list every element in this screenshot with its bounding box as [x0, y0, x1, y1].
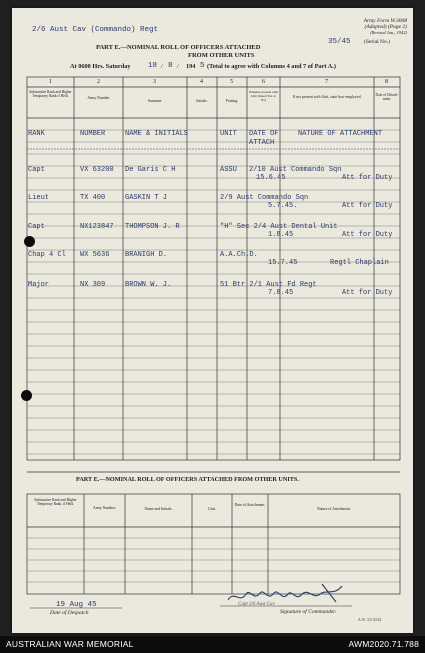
date-day: 18	[148, 62, 158, 70]
col-number-7: 7	[325, 79, 328, 85]
row3-rank: Capt	[28, 223, 45, 231]
typed-heading-name: NAME & INITIALS	[125, 130, 189, 138]
row2-number: TX 400	[80, 194, 106, 202]
row4-nature: Regtl Chaplain	[330, 259, 389, 267]
col-header-posting: Posting.	[225, 99, 239, 103]
row2-rank: Lieut	[28, 194, 50, 202]
row5-unit: 51 Btr 2/1 Aust Fd Regt	[220, 281, 317, 289]
row4-number: WX 5636	[80, 251, 110, 259]
unit-name: 2/6 Aust Cav (Commando) Regt	[32, 26, 159, 34]
archive-strip	[0, 636, 425, 653]
col-number-6: 6	[262, 79, 265, 85]
serial-label: (Serial No.)	[364, 39, 390, 45]
despatch-date: 19 Aug 45	[56, 601, 97, 609]
row2-name: GASKIN T J	[125, 194, 168, 202]
punch-hole-bottom	[21, 390, 32, 401]
row1-number: VX 63200	[80, 166, 114, 174]
col-number-1: 1	[49, 79, 52, 85]
typed-heading-nature: NATURE OF ATTACHMENT	[298, 130, 383, 138]
date-prefix: At 0600 Hrs. Saturday	[70, 63, 131, 70]
col-header-surname: Surname.	[147, 99, 163, 103]
row1-date: 2/10 Aust Commando Sqn	[249, 166, 342, 174]
row5-nature: Att for Duty	[342, 289, 393, 297]
date-year: 194	[186, 63, 196, 70]
col-number-5: 5	[230, 79, 233, 85]
col-header-present: Whether present with Unit (Insert Yes or No)	[248, 90, 279, 103]
row3-nature: Att for Duty	[342, 231, 393, 239]
part2-header-nature: Nature of Attachment.	[317, 507, 351, 511]
date-suffix: (Total to agree with Columns 4 and 7 of Part A.)	[207, 63, 336, 70]
signature-label: Signature of Commander.	[280, 609, 337, 615]
col-number-8: 8	[385, 79, 388, 85]
row5-name: BROWN W. J.	[125, 281, 172, 289]
row3-number: NX123847	[80, 223, 114, 231]
row1-nature: Att for Duty	[342, 174, 393, 182]
archive-name: AUSTRALIAN WAR MEMORIAL	[6, 639, 134, 649]
col-header-initials: Initials.	[196, 99, 208, 103]
row4-date2: 15.7.45	[268, 259, 298, 267]
col-number-2: 2	[97, 79, 100, 85]
despatch-label: Date of Despatch	[50, 610, 89, 616]
typed-heading-unit: UNIT	[220, 130, 237, 138]
row2-date2: 5.7.45.	[268, 202, 298, 210]
form-page	[12, 8, 413, 633]
part2-title: PART E.—NOMINAL ROLL OF OFFICERS ATTACHED FROM OTHER UNITS.	[76, 476, 299, 483]
date-year-digit: 5	[200, 62, 205, 70]
part2-header-rank: Substantive Rank and Higher Temporary Rank, if Held.	[34, 498, 77, 507]
punch-hole-top	[24, 236, 35, 247]
part2-header-number: Army Number.	[93, 506, 116, 510]
row3-date2: 1.8.45	[268, 231, 294, 239]
col-header-employed: If not present with Unit, state how employed.	[292, 95, 362, 99]
row1-name: De Garis C H	[125, 166, 176, 174]
row5-number: NX 309	[80, 281, 106, 289]
col-header-detachment: Date of Detach-ment.	[375, 93, 399, 102]
row4-name: BRANIGH D.	[125, 251, 168, 259]
date-sep2: /	[177, 63, 179, 70]
typed-heading-number: NUMBER	[80, 130, 106, 138]
row4-rank: Chap 4 Cl	[28, 251, 66, 259]
archive-id: AWM2020.71.788	[348, 639, 419, 649]
col-header-rank: Substantive Rank and Higher Temporary Rank if Held.	[29, 90, 72, 99]
col-number-3: 3	[153, 79, 156, 85]
typed-heading-date: DATE OF	[249, 130, 279, 138]
typed-heading-date-2: ATTACH	[249, 139, 275, 147]
col-header-number: Army Number	[87, 96, 110, 100]
row3-unit: "H" Sec 2/4 Aust Dental Unit	[220, 223, 338, 231]
row2-unit: 2/9 Aust Commando Sqn	[220, 194, 309, 202]
row5-date2: 7.8.45	[268, 289, 294, 297]
serial-number: 35/45	[328, 38, 351, 46]
row3-name: THOMPSON J. R	[125, 223, 180, 231]
form-number: Army Form W.3008 (Adapted) (Page 2) (Revised Jan., 1942)	[363, 18, 407, 35]
date-sep1: /	[161, 63, 163, 70]
row2-nature: Att for Duty	[342, 202, 393, 210]
form-title-line1: PART E.—NOMINAL ROLL OF OFFICERS ATTACHED	[96, 44, 261, 51]
part2-header-unit: Unit.	[208, 507, 216, 511]
print-code: A.W. 3/4 10/44	[358, 618, 382, 622]
part2-header-date: Date of Attachment.	[234, 503, 266, 507]
row1-date2: 15.6.45	[256, 174, 286, 182]
date-month: 8	[168, 62, 173, 70]
typed-heading-rank: RANK	[28, 130, 45, 138]
form-title-line2: FROM OTHER UNITS	[188, 52, 255, 59]
row1-rank: Capt	[28, 166, 45, 174]
part2-header-name: Name and Initials.	[144, 507, 173, 511]
row4-unit: A.A.Ch.D.	[220, 251, 258, 259]
signature-text: Capt 2/6 Aust Cav	[238, 602, 275, 607]
col-number-4: 4	[200, 79, 203, 85]
row5-rank: Major	[28, 281, 50, 289]
row1-unit: ASSU	[220, 166, 237, 174]
